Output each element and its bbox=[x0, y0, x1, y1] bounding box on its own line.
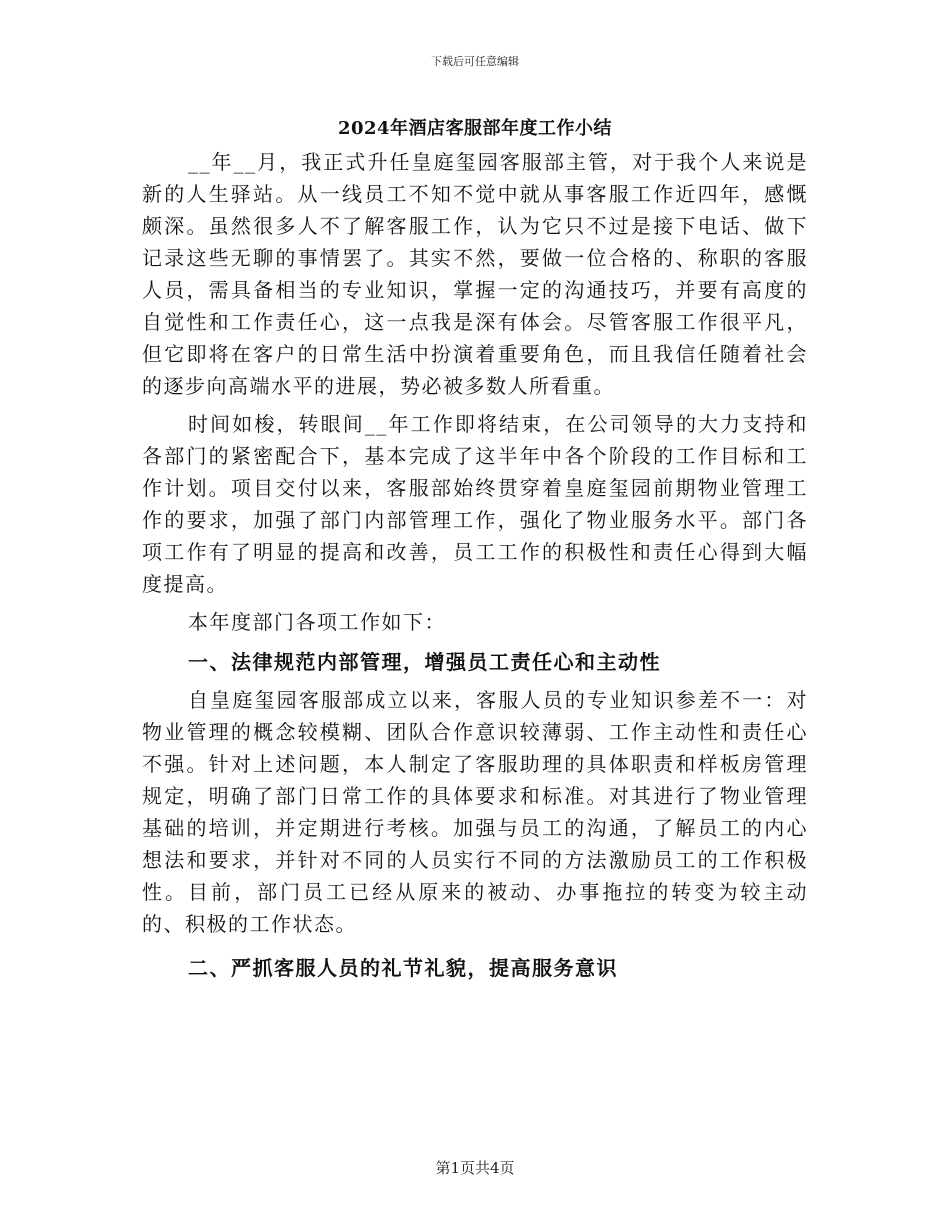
document-body bbox=[142, 112, 808, 984]
paragraph-intro: __年__月，我正式升任皇庭玺园客服部主管，对于我个人来说是新的人生驿站。从一线员工不知不觉中就从事客服工作近四年，感慨颇深。虽然很多人不了解客服工作，认为它只不过是接下电话、做下记录这些无聊的事情罢了。其实不然，要做一位合格的、称职的客服人员，需具备相当的专业知识，掌握一定的沟通技巧，并要有高度的自觉性和工作责任心，这一点我是深有体会。尽管客服工作很平凡，但它即将在客户的日常生活中扮演着重要角色，而且我信任随着社会的逐步向高端水平的进展，势必被多数人所看重。 bbox=[142, 150, 808, 398]
section-heading-1: 一、法律规范内部管理，增强员工责任心和主动性 bbox=[188, 650, 661, 674]
paragraph-section-1: 自皇庭玺园客服部成立以来，客服人员的专业知识参差不一：对物业管理的概念较模糊、团队合作意识较薄弱、工作主动性和责任心不强。针对上述问题，本人制定了客服助理的具体职责和样板房管理规定，明确了部门日常工作的具体要求和标准。对其进行了物业管理基础的培训，并定期进行考核。加强与员工的沟通，了解员工的内心想法和要求，并针对不同的人员实行不同的方法激励员工的工作积极性。目前，部门员工已经从原来的被动、办事拖拉的转变为较主动的、积极的工作状态。 bbox=[142, 688, 808, 936]
paragraph-lead-in: 本年度部门各项工作如下： bbox=[188, 610, 446, 634]
page-indicator: 第1页共4页 bbox=[435, 1159, 515, 1177]
paragraph-summary: 时间如梭，转眼间__年工作即将结束，在公司领导的大力支持和各部门的紧密配合下，基本完成了这半年中各个阶段的工作目标和工作计划。项目交付以来，客服部始终贯穿着皇庭玺园前期物业管理工作的要求，加强了部门内部管理工作，强化了物业服务水平。部门各项工作有了明显的提高和改善，员工工作的积极性和责任心得到大幅度提高。 bbox=[142, 412, 808, 596]
header-note: 下载后可任意编辑 bbox=[431, 55, 519, 68]
section-heading-2: 二、严抓客服人员的礼节礼貌，提高服务意识 bbox=[188, 956, 618, 980]
document-title: 2024年酒店客服部年度工作小结 bbox=[337, 118, 613, 139]
